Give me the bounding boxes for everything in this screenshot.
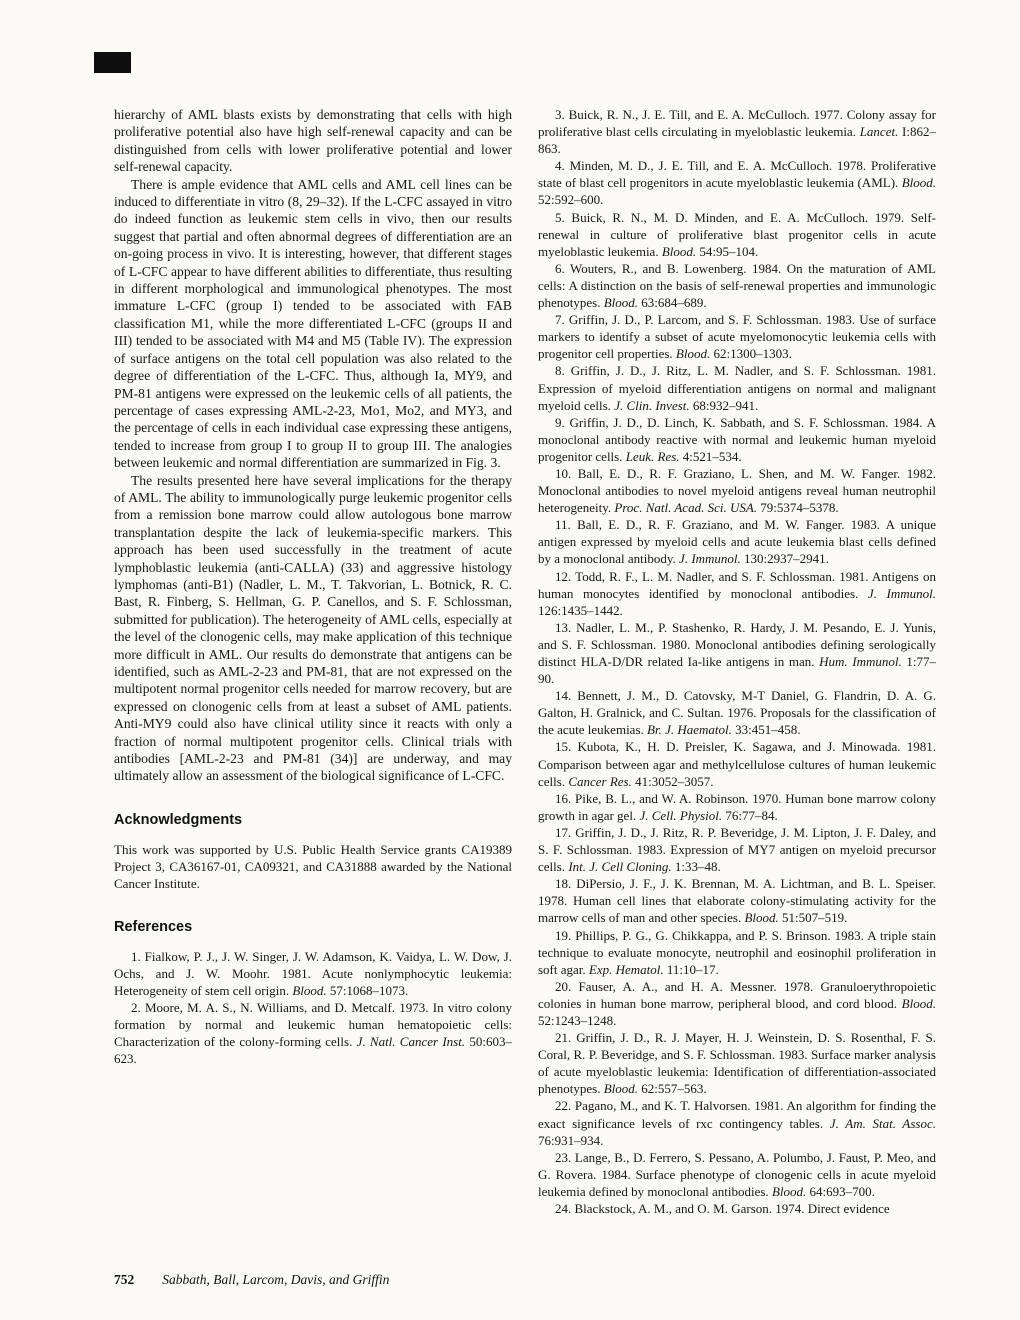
reference-item: 14. Bennett, J. M., D. Catovsky, M-T Daniel, G. Flandrin, D. A. G. Galton, H. Gralnick, and C. Sultan. 1976. Proposals for the classification of the acute leukemias. Br. J. Haematol. 33:451–458.: [538, 688, 936, 738]
page-footer: [114, 1272, 389, 1288]
right-column: [538, 106, 936, 1217]
journal-name: Blood.: [600, 295, 639, 311]
reference-item: 15. Kubota, K., H. D. Preisler, K. Sagawa, and J. Minowada. 1981. Comparison between agar and methylcellulose cultures of human leukemic cells. Cancer Res. 41:3052–3057.: [538, 739, 936, 789]
reference-item: 13. Nadler, L. M., P. Stashenko, R. Hardy, J. M. Pesando, E. J. Yunis, and S. F. Schlossman. 1980. Monoclonal antibodies defining serologically distinct HLA-D/DR related Ia-like antigens in man. Hum. Immunol. 1:77–90.: [538, 619, 936, 687]
reference-item: 10. Ball, E. D., R. F. Graziano, L. Shen, and M. W. Fanger. 1982. Monoclonal antibodies to novel myeloid antigens reveal human neutrophil heterogeneity. Proc. Natl. Acad. Sci. USA. 79:5374–5378.: [538, 465, 936, 516]
journal-name: Lancet.: [855, 124, 899, 140]
references-list-right: [538, 106, 936, 1217]
reference-item: 1. Fialkow, P. J., J. W. Singer, J. W. Adamson, K. Vaidya, L. W. Dow, J. Ochs, and J. W. Moohr. 1981. Acute nonlymphocytic leukemia: Heterogeneity of stem cell origin. Blood. 57:1068–1073.: [114, 948, 512, 999]
journal-name: Leuk. Res.: [622, 448, 680, 464]
two-column-layout: [114, 106, 936, 1217]
reference-item: 24. Blackstock, A. M., and O. M. Garson. 1974. Direct evidence: [555, 1201, 890, 1216]
journal-name: Cancer Res.: [565, 773, 632, 789]
journal-name: Blood.: [600, 1081, 639, 1097]
journal-name: Blood.: [658, 243, 697, 259]
journal-name: J. Cell. Physiol.: [636, 807, 723, 823]
reference-item: 21. Griffin, J. D., R. J. Mayer, H. J. Weinstein, D. S. Rosenthal, F. S. Coral, R. P. Beveridge, and S. F. Schlossman. 1983. Surface marker analysis of acute myeloblastic leukemia: Identification of differentiation-associated phenotypes. Blood. 62:557–563.: [538, 1030, 936, 1097]
reference-item: 19. Phillips, P. G., G. Chikkappa, and P. S. Brinson. 1983. A triple stain technique to evaluate monocyte, neutrophil and eosinophil proliferation in soft agar. Exp. Hematol. 11:10–17.: [538, 927, 936, 977]
left-column: [114, 106, 512, 1217]
journal-name: Blood.: [741, 910, 779, 926]
acknowledgments-heading: Acknowledgments: [114, 811, 243, 828]
running-title: Sabbath, Ball, Larcom, Davis, and Griffin: [162, 1272, 390, 1287]
journal-name: Blood.: [897, 995, 936, 1011]
journal-name: Blood.: [768, 1183, 807, 1199]
reference-item: 16. Pike, B. L., and W. A. Robinson. 1970. Human bone marrow colony growth in agar gel. J. Cell. Physiol. 76:77–84.: [538, 790, 936, 823]
reference-item: 12. Todd, R. F., L. M. Nadler, and S. F. Schlossman. 1981. Antigens on human monocytes identified by monoclonal antibodies. J. Immunol. 126:1435–1442.: [538, 568, 936, 618]
journal-name: J. Am. Stat. Assoc.: [823, 1115, 936, 1131]
journal-name: Proc. Natl. Acad. Sci. USA.: [611, 500, 758, 516]
journal-name: J. Natl. Cancer Inst.: [352, 1034, 466, 1050]
journal-name: Hum. Immunol.: [814, 654, 902, 669]
journal-name: Int. J. Cell Cloning.: [565, 859, 672, 875]
reference-item: 7. Griffin, J. D., P. Larcom, and S. F. Schlossman. 1983. Use of surface markers to identify a subset of acute myelomonocytic leukemia cells with progenitor cell properties. Blood. 62:1300–1303.: [538, 312, 936, 362]
body-paragraphs: [114, 106, 512, 785]
reference-item: 22. Pagano, M., and K. T. Halvorsen. 1981. An algorithm for finding the exact significance levels of rxc contingency tables. J. Am. Stat. Assoc. 76:931–934.: [538, 1098, 936, 1148]
journal-name: Br. J. Haematol.: [643, 722, 732, 738]
acknowledgments-text: This work was supported by U.S. Public Health Service grants CA19389 Project 3, CA36167-01, CA09321, and CA31888 awarded by the National Cancer Institute.: [114, 841, 512, 891]
reference-item: 9. Griffin, J. D., D. Linch, K. Sabbath, and S. F. Schlossman. 1984. A monoclonal antibody reactive with normal and leukemic human myeloid progenitor cells. Leuk. Res. 4:521–534.: [538, 414, 936, 464]
page-number: 752: [114, 1272, 135, 1287]
references-heading: References: [114, 918, 193, 935]
journal-name: Blood.: [898, 175, 936, 191]
reference-item: 23. Lange, B., D. Ferrero, S. Pessano, A. Polumbo, J. Faust, P. Meo, and G. Rovera. 1984. Surface phenotype of clonogenic cells in acute myeloid leukemia defined by monoclonal antibodies. Blood. 64:693–700.: [538, 1149, 936, 1199]
body-paragraph: The results presented here have several implications for the therapy of AML. The ability to immunologically purge leukemic progenitor cells from a remission bone marrow could allow autologous bone marrow transplantation despite the lack of leukemia-specific markers. This approach has been used successfully in the treatment of acute lymphoblastic leukemia (anti-CALLA) (33) and aggressive histology lymphomas (anti-B1) (Nadler, L. M., T. Takvorian, L. Botnick, R. C. Bast, R. Finberg, S. Hellman, G. P. Canellos, and S. F. Schlossman, submitted for publication). The heterogeneity of AML cells, especially at the level of the clonogenic cells, may make application of this technique more difficult in AML. Our results do demonstrate that antigens can be identified, such as AML-2-23 and PM-81, that are not expressed on the multipotent normal progenitor cells needed for marrow recovery, but are expressed on clonogenic cells from at least a subset of AML patients. Anti-MY9 could also have clinical utility since it reacts with only a fraction of normal multipotent progenitor cells. Clinical trials with antibodies [AML-2-23 and PM-81 (34)] are underway, and may ultimately allow an assessment of the biological significance of L-CFC.: [114, 472, 512, 784]
journal-name: J. Immunol.: [858, 585, 936, 601]
reference-item: 2. Moore, M. A. S., N. Williams, and D. Metcalf. 1973. In vitro colony formation by normal and leukemic human hematopoietic cells: Characterization of the colony-forming cells. J. Natl. Cancer Inst. 50:603–623.: [114, 1000, 512, 1067]
journal-name: J. Clin. Invest.: [610, 397, 690, 413]
journal-name: Exp. Hematol.: [585, 961, 664, 977]
reference-item: 3. Buick, R. N., J. E. Till, and E. A. McCulloch. 1977. Colony assay for proliferative blast cells circulating in myeloblastic leukemia. Lancet. I:862–863.: [538, 107, 936, 157]
body-paragraph: There is ample evidence that AML cells and AML cell lines can be induced to differentiate in vitro (8, 29–32). If the L-CFC assayed in vitro do indeed function as leukemic stem cells in vivo, then our results suggest that partial and often abnormal degrees of differentiation are an on-going process in vivo. It is interesting, however, that different stages of L-CFC appear to have different abilities to differentiate, thus resulting in different morphological and immunological phenotypes. The most immature L-CFC (group I) tended to be associated with FAB classification M1, while the more differentiated L-CFC (groups II and III) tended to be associated with M4 and M5 (Table IV). The expression of surface antigens on the total cell population was also related to the degree of differentiation of the L-CFC. Thus, although Ia, MY9, and PM-81 antigens were expressed on the leukemic cells of all patients, the percentage of cases expressing AML-2-23, Mo1, Mo2, and MY3, and the percentage of cells in each individual case expressing these antigens, tended to increase from group I to group II to group III. The analogies between leukemic and normal differentiation are summarized in Fig. 3.: [114, 176, 512, 471]
reference-item: 17. Griffin, J. D., J. Ritz, R. P. Beveridge, J. M. Lipton, J. F. Daley, and S. F. Schlossman. 1983. Expression of MY7 antigen on myeloid precursor cells. Int. J. Cell Cloning. 1:33–48.: [538, 824, 936, 875]
journal-name: Blood.: [672, 346, 711, 362]
body-paragraph: hierarchy of AML blasts exists by demonstrating that cells with high proliferative potential also have high self-renewal capacity and can be distinguished from cells with lower proliferative potential and lower self-renewal capacity.: [114, 107, 512, 175]
reference-item: 20. Fauser, A. A., and H. A. Messner. 1978. Granuloerythropoietic colonies in human bone marrow, peripheral blood, and cord blood. Blood. 52:1243–1248.: [538, 978, 936, 1028]
reference-item: 5. Buick, R. N., M. D. Minden, and E. A. McCulloch. 1979. Self-renewal in culture of proliferative blast progenitor cells in acute myeloblastic leukemia. Blood. 54:95–104.: [538, 209, 936, 259]
journal-name: J. Immunol.: [675, 551, 741, 567]
scan-corner-mark: [94, 52, 131, 73]
reference-item: 8. Griffin, J. D., J. Ritz, L. M. Nadler, and S. F. Schlossman. 1981. Expression of myeloid differentiation antigens on normal and malignant myeloid cells. J. Clin. Invest. 68:932–941.: [538, 363, 936, 413]
reference-item: 11. Ball, E. D., R. F. Graziano, and M. W. Fanger. 1983. A unique antigen expressed by myeloid cells and acute leukemia blast cells defined by a monoclonal antibody. J. Immunol. 130:2937–2941.: [538, 517, 936, 567]
references-list-left: [114, 948, 512, 1068]
journal-name: Blood.: [289, 983, 327, 999]
reference-item: 6. Wouters, R., and B. Lowenberg. 1984. On the maturation of AML cells: A distinction on the basis of self-renewal properties and immunologic phenotypes. Blood. 63:684–689.: [538, 260, 936, 311]
reference-item: 18. DiPersio, J. F., J. K. Brennan, M. A. Lichtman, and B. L. Speiser. 1978. Human cell lines that elaborate colony-stimulating activity for the marrow cells of man and other species. Blood. 51:507–519.: [538, 876, 936, 926]
reference-item: 4. Minden, M. D., J. E. Till, and E. A. McCulloch. 1978. Proliferative state of blast cell progenitors in acute myeloblastic leukemia (AML). Blood. 52:592–600.: [538, 158, 936, 208]
